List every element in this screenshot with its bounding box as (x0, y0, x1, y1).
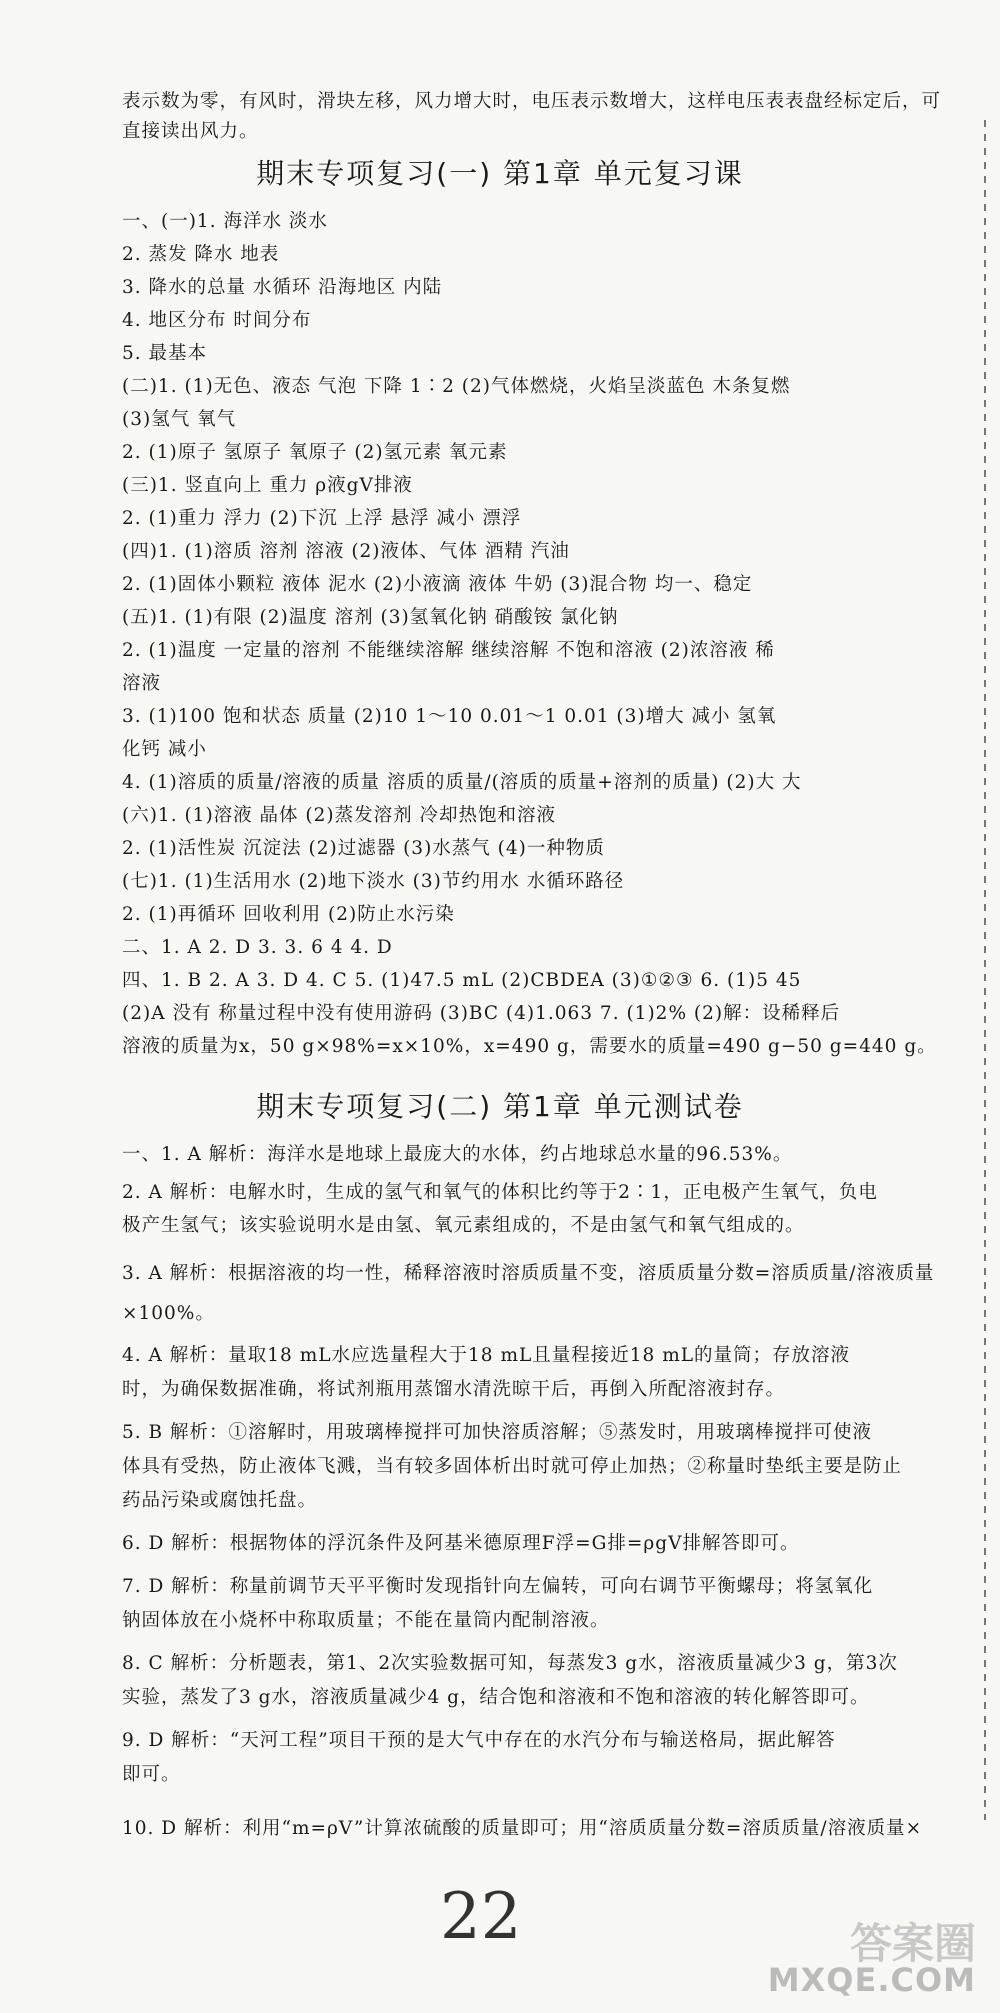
text-line: 2. (1)重力 浮力 (2)下沉 上浮 悬浮 减小 漂浮 (122, 508, 522, 529)
text-line: 时，为确保数据准确，将试剂瓶用蒸馏水清洗晾干后，再倒入所配溶液封存。 (122, 1379, 786, 1400)
text-line: 溶液的质量为x，50 g×98%=x×10%，x=490 g，需要水的质量=490 g−50 g=440 g。 (122, 1036, 937, 1057)
text-line: 9. D 解析：“天河工程”项目干预的是大气中存在的水汽分布与输送格局，据此解答 (122, 1730, 836, 1751)
watermark-logo (767, 1905, 990, 2005)
text-line: 钠固体放在小烧杯中称取质量；不能在量筒内配制溶液。 (122, 1610, 610, 1631)
text-line: 2. (1)固体小颗粒 液体 泥水 (2)小液滴 液体 牛奶 (3)混合物 均一、稳定 (122, 574, 753, 595)
text-line: (2)A 没有 称量过程中没有使用游码 (3)BC (4)1.063 7. (1)2% (2)解：设稀释后 (122, 1003, 841, 1024)
text-line: (三)1. 竖直向上 重力 ρ液gV排液 (122, 475, 413, 496)
text-line: 3. (1)100 饱和状态 质量 (2)10 1～10 0.01～1 0.01 (3)增大 减小 氢氧 (122, 706, 777, 727)
text-line: 即可。 (122, 1764, 181, 1785)
text-line: 2. (1)原子 氢原子 氧原子 (2)氢元素 氧元素 (122, 442, 508, 463)
text-line: 药品污染或腐蚀托盘。 (122, 1490, 318, 1511)
text-line: (四)1. (1)溶质 溶剂 溶液 (2)液体、气体 酒精 汽油 (122, 541, 570, 562)
text-line: (3)氢气 氧气 (122, 409, 237, 430)
text-line: (七)1. (1)生活用水 (2)地下淡水 (3)节约用水 水循环路径 (122, 871, 625, 892)
text-line: 化钙 减小 (122, 739, 207, 760)
text-line: 极产生氢气；该实验说明水是由氢、氧元素组成的，不是由氢气和氧气组成的。 (122, 1215, 805, 1236)
text-line: 四、1. B 2. A 3. D 4. C 5. (1)47.5 mL (2)CBDEA (3)①②③ 6. (1)5 45 (122, 970, 802, 991)
text-line: 表示数为零，有风时，滑块左移，风力增大时，电压表示数增大，这样电压表表盘经标定后，可 (122, 91, 942, 112)
text-line: (二)1. (1)无色、液态 气泡 下降 1∶2 (2)气体燃烧，火焰呈淡蓝色 木条复燃 (122, 376, 791, 397)
text-line: 二、1. A 2. D 3. 3. 6 4 4. D (122, 937, 393, 958)
text-line: 4. (1)溶质的质量/溶液的质量 溶质的质量/(溶质的质量+溶剂的质量) (2)大 大 (122, 772, 802, 793)
text-line: 一、(一)1. 海洋水 淡水 (122, 211, 328, 232)
text-line: (六)1. (1)溶液 晶体 (2)蒸发溶剂 冷却热饱和溶液 (122, 805, 557, 826)
text-line: 10. D 解析：利用“m=ρV”计算浓硫酸的质量即可；用“溶质质量分数=溶质质量/溶液质量× (122, 1818, 923, 1839)
page-number: 22 (440, 1880, 522, 1954)
text-line: 2. 蒸发 降水 地表 (122, 244, 280, 265)
text-line: 溶液 (122, 673, 162, 694)
text-line: 4. 地区分布 时间分布 (122, 310, 312, 331)
text-line: 5. 最基本 (122, 343, 208, 364)
text-line: (五)1. (1)有限 (2)温度 溶剂 (3)氢氧化钠 硝酸铵 氯化钠 (122, 607, 619, 628)
text-line: 直接读出风力。 (122, 121, 259, 142)
text-line: 实验，蒸发了3 g水，溶液质量减少4 g，结合饱和溶液和不饱和溶液的转化解答即可。 (122, 1687, 870, 1708)
text-line: 8. C 解析：分析题表，第1、2次实验数据可知，每蒸发3 g水，溶液质量减少3 g，第3次 (122, 1653, 898, 1674)
text-line: 2. (1)活性炭 沉淀法 (2)过滤器 (3)水蒸气 (4)一种物质 (122, 838, 605, 859)
text-line: 一、1. A 解析：海洋水是地球上最庞大的水体，约占地球总水量的96.53%。 (122, 1144, 793, 1165)
text-line: 7. D 解析：称量前调节天平平衡时发现指针向左偏转，可向右调节平衡螺母；将氢氧化 (122, 1576, 874, 1597)
section-heading-1: 期末专项复习(一) 第1章 单元复习课 (256, 157, 744, 190)
text-line: 3. 降水的总量 水循环 沿海地区 内陆 (122, 277, 443, 298)
text-line: 2. (1)温度 一定量的溶剂 不能继续溶解 继续溶解 不饱和溶液 (2)浓溶液 稀 (122, 640, 775, 661)
text-line: 2. A 解析：电解水时，生成的氢气和氧气的体积比约等于2∶1，正电极产生氧气，负电 (122, 1182, 878, 1203)
text-line: 3. A 解析：根据溶液的均一性，稀释溶液时溶质质量不变，溶质质量分数=溶质质量/溶液质量 (122, 1263, 935, 1284)
margin-dashed-line (984, 120, 986, 1820)
text-line: 6. D 解析：根据物体的浮沉条件及阿基米德原理F浮=G排=ρgV排解答即可。 (122, 1533, 800, 1554)
watermark-cn: 答案圈 (849, 1919, 976, 1968)
section-heading-2: 期末专项复习(二) 第1章 单元测试卷 (256, 1090, 744, 1123)
text-line: 2. (1)再循环 回收利用 (2)防止水污染 (122, 904, 455, 925)
text-line: 4. A 解析：量取18 mL水应选量程大于18 mL且量程接近18 mL的量筒；存放溶液 (122, 1345, 851, 1366)
watermark-url: MXQE.COM (767, 1961, 976, 1999)
text-line: 体具有受热，防止液体飞溅，当有较多固体析出时就可停止加热；②称量时垫纸主要是防止 (122, 1456, 903, 1477)
text-line: ×100%。 (122, 1303, 215, 1324)
text-line: 5. B 解析：①溶解时，用玻璃棒搅拌可加快溶质溶解；⑤蒸发时，用玻璃棒搅拌可使液 (122, 1422, 873, 1443)
